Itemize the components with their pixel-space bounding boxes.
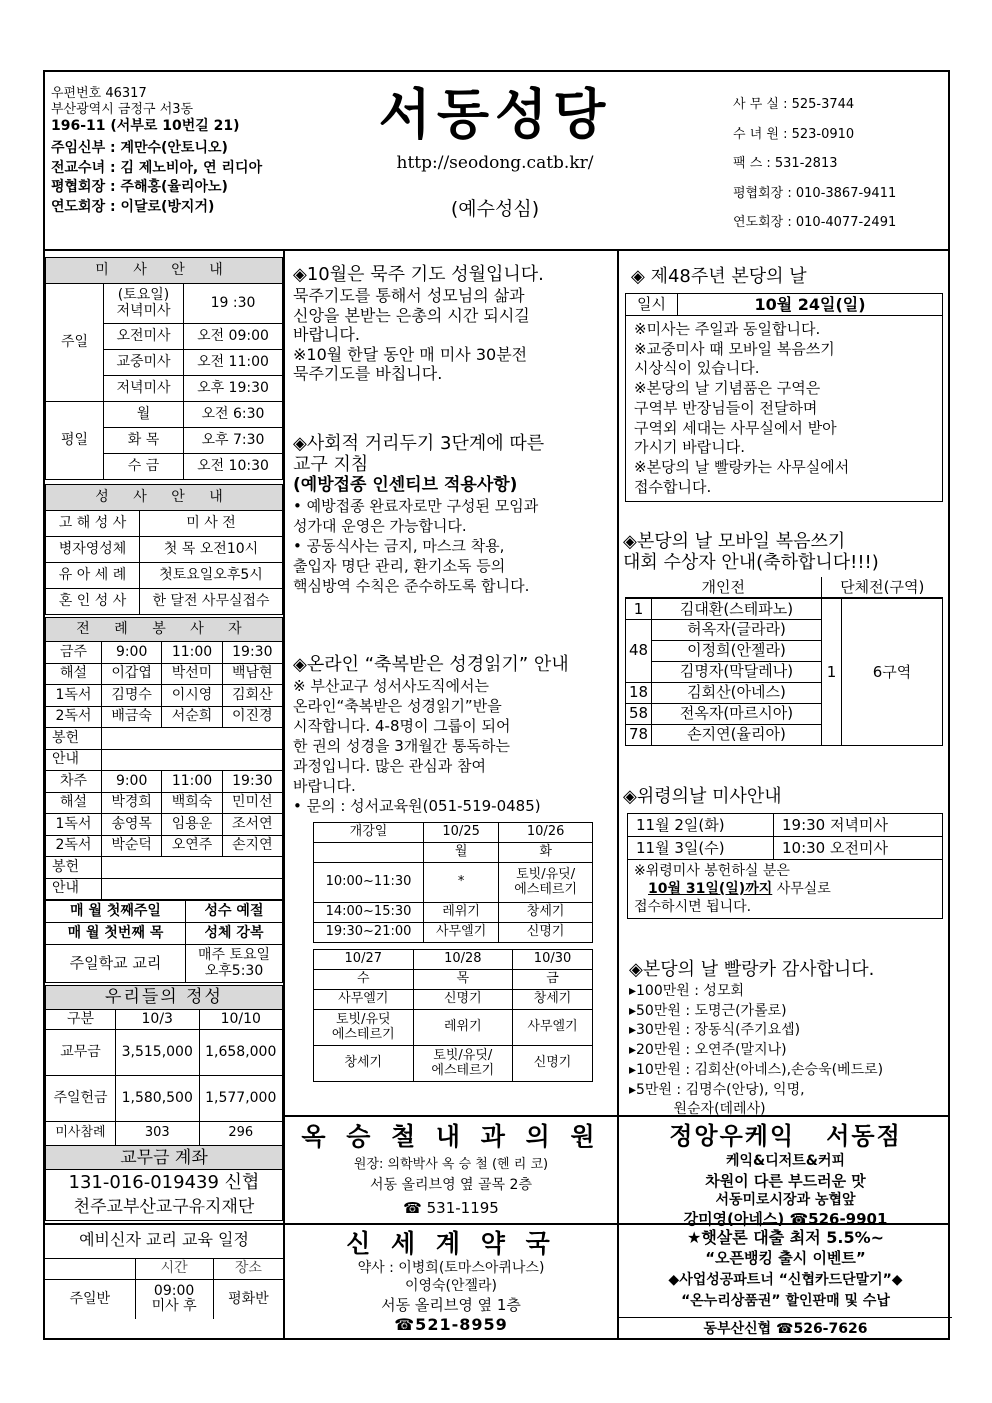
bible-line: 과정입니다. 많은 관심과 참여 (293, 757, 486, 775)
server-time: 9:00 (102, 642, 162, 664)
thanks-section (629, 958, 949, 1120)
distancing-line: 성가대 운영은 가능합니다. (293, 517, 467, 535)
server-name: 손지연 (222, 835, 282, 857)
mass-sunday-label: 주일 (46, 284, 104, 402)
thanks-line: ▸50만원 : 도명근(가롤로) (629, 1002, 787, 1019)
bible-book: 토빗/유딧 에스테르기 (314, 1010, 414, 1046)
catechumen-title: 예비신자 교리 교육 일정 (45, 1223, 283, 1259)
offering-value: 1,658,000 (199, 1030, 283, 1076)
server-name: 백희숙 (162, 792, 222, 814)
server-name: 오연주 (162, 835, 222, 857)
contest-individual-label: 개인전 (626, 577, 822, 598)
offering-value: 1,580,500 (116, 1076, 200, 1122)
pharmacy-phone: ☎521-8959 (394, 1315, 508, 1334)
header-center (345, 82, 645, 221)
bible-header: 10/28 (413, 950, 513, 970)
bible-book: 신명기 (413, 990, 513, 1010)
server-name: 박경희 (102, 792, 162, 814)
bible-book: 레위기 (413, 1010, 513, 1046)
mass-time: 오전 11:00 (184, 350, 283, 376)
anniversary-section (631, 266, 943, 288)
mass-weekday-label: 평일 (46, 402, 104, 480)
catechumen-empty (45, 1259, 135, 1279)
thanks-line: ▸100만원 : 성모회 (629, 983, 744, 999)
account-holder: 천주교부산교구유지재단 (73, 1197, 255, 1217)
cafe-ad (619, 1120, 952, 1229)
server-name: 임용운 (162, 814, 222, 836)
memorial-note: ※위령미사 봉헌하실 분은 (634, 863, 790, 879)
offering-name: 미사참례 (46, 1122, 116, 1146)
staff-line: 연도회장 : 이달로(방지거) (51, 198, 215, 215)
catechumen-class: 주일반 (45, 1279, 135, 1319)
memorial-mass: 19:30 저녁미사 (782, 816, 888, 834)
server-name: 송영목 (102, 814, 162, 836)
bank-line: ★햇살론 대출 최저 5.5%~ (686, 1228, 885, 1247)
server-name: 이갑엽 (102, 663, 162, 685)
account-title: 교무금 계좌 (46, 1146, 282, 1170)
server-time: 9:00 (102, 771, 162, 793)
mass-name: 오전미사 (104, 324, 184, 350)
anniversary-line: ※미사는 주일과 동일합니다. (634, 320, 821, 338)
server-name: 서순희 (162, 706, 222, 728)
contact-line: 연도회장 : 010-4077-2491 (733, 215, 897, 230)
mass-time: 오전 10:30 (184, 454, 283, 480)
memorial-mass: 10:30 오전미사 (782, 839, 888, 857)
mass-name: 월 (104, 402, 184, 428)
bible-book: 토빗/유딧/ 에스테르기 (413, 1046, 513, 1082)
week-label: 금주 (46, 642, 102, 664)
offering-value: 1,577,000 (199, 1076, 283, 1122)
contest-winner: 전옥자(마르시아) (652, 703, 822, 724)
server-time: 19:30 (222, 771, 282, 793)
distancing-title2: 교구 지침 (293, 454, 369, 475)
rosary-line: 묵주기도를 바칩니다. (293, 364, 443, 384)
memorial-title: ◈위령의날 미사안내 (623, 786, 782, 807)
sacrament-name: 고 해 성 사 (46, 511, 140, 537)
server-role: 1독서 (46, 685, 102, 707)
clinic-ad (285, 1120, 617, 1221)
bible-day: 화 (499, 843, 593, 863)
bible-book: 창세기 (314, 1046, 414, 1082)
anniversary-date-label: 일시 (626, 294, 678, 315)
sunday-school-time: 매주 토요일 오후5:30 (186, 945, 283, 983)
monthly-value: 성수 예절 (186, 901, 283, 923)
server-name: 배금숙 (102, 706, 162, 728)
feast-subtitle: (예수성심) (450, 198, 540, 220)
contest-section (623, 532, 943, 574)
anniversary-line: ※본당의 날 빨랑카는 사무실에서 (634, 457, 850, 476)
sunday-school-name: 주일학교 교리 (46, 945, 186, 983)
bible-section (293, 654, 615, 816)
memorial-note: 사무실로 (772, 881, 831, 897)
memorial-deadline: 10월 31일(일)까지 (648, 881, 773, 897)
bible-day: 목 (413, 970, 513, 990)
contact-line: 평협회장 : 010-3867-9411 (733, 185, 897, 201)
bible-time: 10:00~11:30 (314, 863, 424, 903)
monthly-value: 성체 강복 (186, 923, 283, 945)
server-name: 박선미 (162, 663, 222, 685)
mass-name: 화 목 (104, 428, 184, 454)
contest-winner: 김회산(아네스) (652, 682, 822, 703)
contest-group-name: 6구역 (842, 598, 943, 745)
memorial-section (623, 786, 943, 808)
monthly-name: 매 월 첫번째 목 (46, 923, 186, 945)
cafe-phone: 강미영(아네스) ☎526-9901 (683, 1210, 888, 1228)
bible-line: 바랍니다. (293, 777, 356, 795)
bible-header: 10/25 (424, 823, 499, 843)
column-divider-2 (617, 249, 619, 1117)
mass-table (45, 257, 283, 480)
server-role: 봉헌 (46, 857, 102, 879)
contest-group-rank: 1 (822, 598, 842, 745)
server-time: 11:00 (162, 771, 222, 793)
contact-line: 사 무 실 : 525-3744 (733, 97, 855, 112)
thanks-line: ▸20만원 : 오연주(말지나) (629, 1042, 787, 1059)
server-empty (102, 878, 283, 900)
bible-line: 시작합니다. 4-8명이 그룹이 되어 (293, 717, 511, 735)
pharmacy-line: 약사 : 이병희(토마스아퀴나스) (357, 1260, 545, 1276)
rosary-title: ◈10월은 묵주 기도 성월입니다. (293, 264, 544, 285)
week-label: 차주 (46, 771, 102, 793)
rosary-line: ※10월 한달 동안 매 미사 30분전 (293, 344, 528, 364)
clinic-line: 서동 올리브영 옆 골목 2층 (370, 1177, 532, 1193)
bible-line: ※ 부산교구 성서사도직에서는 (293, 677, 489, 695)
distancing-section (293, 433, 615, 596)
catechumen-time: 09:00 미사 후 (135, 1279, 213, 1319)
staff-line: 평협회장 : 주해홍(율리아노) (51, 179, 228, 195)
offering-name: 주일헌금 (46, 1076, 116, 1122)
catechumen-section (45, 1223, 283, 1319)
contest-rank: 1 (626, 598, 652, 619)
monthly-table (45, 900, 283, 983)
rosary-section (293, 264, 615, 384)
memorial-note: 접수하시면 됩니다. (634, 899, 752, 915)
header-divider (45, 249, 948, 251)
mass-time: 19 :30 (184, 284, 283, 324)
pharmacy-name: 신 세 계 약 국 (346, 1229, 556, 1258)
contest-title: ◈본당의 날 모바일 복음쓰기 (623, 531, 846, 552)
sacrament-name: 혼 인 성 사 (46, 589, 140, 615)
contest-group-label: 단체전(구역) (822, 577, 943, 598)
contact-line: 팩 스 : 531-2813 (733, 156, 838, 171)
bank-line: “온누리상품권” 할인판매 및 수납 (681, 1293, 890, 1309)
servers-table (45, 617, 283, 900)
rosary-line: 바랍니다. (293, 325, 360, 345)
sacrament-title: 성 사 안 내 (46, 485, 283, 511)
server-name: 조서연 (222, 814, 282, 836)
server-name: 이시영 (162, 685, 222, 707)
cafe-line: 케익&디저트&커피 (725, 1153, 846, 1169)
server-empty (102, 728, 283, 750)
staff-line: 전교수녀 : 김 제노비아, 연 리디아 (51, 159, 263, 176)
bible-book: 창세기 (513, 990, 593, 1010)
cafe-name: 정앙우케익 서동점 (669, 1122, 902, 1150)
bible-line: 한 권의 성경을 3개월간 통독하는 (293, 737, 510, 755)
offering-value: 303 (116, 1122, 200, 1146)
offering-value: 296 (199, 1122, 283, 1146)
bulletin-page (43, 70, 950, 1340)
bible-book: 창세기 (499, 903, 593, 923)
bible-schedule-table-1 (313, 822, 593, 943)
mass-title: 미 사 안 내 (46, 258, 283, 284)
contest-winner: 손지연(율리아) (652, 724, 822, 745)
contest-winner: 이정희(안젤라) (652, 640, 822, 661)
pharmacy-line: 이영숙(안젤라) (404, 1278, 498, 1294)
bible-empty (314, 843, 424, 863)
contest-winner: 허옥자(글라라) (652, 619, 822, 640)
server-name: 김회산 (222, 685, 282, 707)
sacrament-value: 첫 목 오전10시 (140, 537, 283, 563)
addr-line: 우편번호 46317 (51, 86, 147, 101)
sacrament-value: 미 사 전 (140, 511, 283, 537)
bank-contact: 동부산신협 ☎526-7626 (619, 1317, 952, 1340)
distancing-subtitle: (예방접종 인센티브 적용사항) (293, 475, 518, 495)
bible-day: 월 (424, 843, 499, 863)
catechumen-place: 평화반 (213, 1279, 283, 1319)
anniversary-title: ◈ 제48주년 본당의 날 (631, 266, 807, 287)
page-title: 서동성당 (378, 83, 612, 146)
contest-winner: 김대환(스테파노) (652, 598, 822, 619)
sacrament-value: 한 달전 사무실접수 (140, 589, 283, 615)
contact-line: 수 녀 원 : 523-0910 (733, 126, 855, 142)
server-role: 1독서 (46, 814, 102, 836)
rosary-line: 신앙을 본받는 은총의 시간 되시길 (293, 305, 530, 325)
servers-title: 전 례 봉 사 자 (46, 618, 283, 642)
offering-name: 교무금 (46, 1030, 116, 1076)
server-role: 봉헌 (46, 728, 102, 750)
server-empty (102, 857, 283, 879)
server-role: 안내 (46, 749, 102, 771)
contest-rank: 48 (626, 619, 652, 682)
distancing-line: 핵심방역 수칙은 준수하도록 합니다. (293, 577, 530, 595)
server-name: 이진경 (222, 706, 282, 728)
sacrament-value: 첫토요일오후5시 (140, 563, 283, 589)
bible-schedule-table-2 (313, 949, 593, 1082)
memorial-date: 11월 2일(화) (628, 814, 774, 836)
clinic-name: 옥 승 철 내 과 의 원 (301, 1122, 601, 1151)
left-column (45, 257, 283, 1221)
bible-book: 신명기 (499, 923, 593, 943)
bible-line: 온라인“축복받은 성경읽기”반을 (293, 697, 502, 715)
server-name: 김명수 (102, 685, 162, 707)
sacrament-table (45, 484, 283, 615)
memorial-date: 11월 3일(수) (628, 837, 774, 859)
server-role: 2독서 (46, 835, 102, 857)
bible-book: 레위기 (424, 903, 499, 923)
thanks-line: ▸30만원 : 장동식(주기요셉) (629, 1022, 801, 1039)
mass-name: 저녁미사 (104, 376, 184, 402)
thanks-title: ◈본당의 날 빨랑카 감사합니다. (629, 959, 875, 980)
server-empty (102, 749, 283, 771)
catechumen-table (45, 1259, 283, 1319)
anniversary-box (625, 293, 943, 502)
parish-url[interactable]: http://seodong.catb.kr/ (396, 153, 594, 173)
bible-inquiry: • 문의 : 성서교육원(051-519-0485) (293, 797, 541, 815)
anniversary-line: 시상식이 있습니다. (634, 359, 760, 378)
rosary-line: 묵주기도를 통해서 성모님의 삶과 (293, 286, 525, 305)
distancing-line: • 예방접종 완료자로만 구성된 모임과 (293, 497, 539, 515)
distancing-line: • 공동식사는 금지, 마스크 착용, (293, 537, 505, 555)
bible-header: 10/27 (314, 950, 414, 970)
mass-time: 오후 7:30 (184, 428, 283, 454)
offering-value: 3,515,000 (116, 1030, 200, 1076)
cafe-line: 차원이 다른 부드러운 맛 (705, 1172, 866, 1190)
clinic-line: 원장: 의학박사 옥 승 철 (헨 리 코) (353, 1157, 549, 1172)
anniversary-line: 접수합니다. (634, 477, 712, 496)
server-name: 민미선 (222, 792, 282, 814)
offering-title: 우리들의 정성 (46, 986, 283, 1010)
addr-line: 196-11 (서부로 10번길 21) (51, 118, 240, 134)
bible-title: ◈온라인 “축복받은 성경읽기” 안내 (293, 654, 569, 675)
monthly-name: 매 월 첫째주일 (46, 901, 186, 923)
staff-line: 주임신부 : 계만수(안토니오) (51, 140, 228, 156)
bible-time: 19:30~21:00 (314, 923, 424, 943)
account-box (45, 1146, 283, 1221)
contest-rank: 58 (626, 703, 652, 724)
bank-line: “오픈뱅킹 출시 이벤트” (705, 1249, 866, 1267)
contest-rank: 18 (626, 682, 652, 703)
sacrament-name: 병자영성체 (46, 537, 140, 563)
bank-ad (619, 1227, 952, 1312)
anniversary-line: ※본당의 날 기념품은 구역은 (634, 379, 821, 398)
sacrament-name: 유 아 세 례 (46, 563, 140, 589)
server-role: 안내 (46, 878, 102, 900)
thanks-line: ▸5만원 : 김명수(안당), 익명, (629, 1081, 805, 1098)
anniversary-date: 10월 24일(일) (754, 295, 866, 314)
mass-time: 오전 6:30 (184, 402, 283, 428)
mass-time: 오전 09:00 (184, 324, 283, 350)
server-time: 19:30 (222, 642, 282, 664)
server-time: 11:00 (162, 642, 222, 664)
bible-header: 개강일 (314, 823, 424, 843)
bible-book: 사무엘기 (314, 990, 414, 1010)
distancing-title: ◈사회적 거리두기 3단계에 따른 (293, 433, 545, 454)
account-number: 131-016-019439 신협 (68, 1172, 260, 1193)
contest-table (625, 577, 943, 746)
mass-name: 수 금 (104, 454, 184, 480)
addr-line: 부산광역시 금정구 서3동 (51, 102, 194, 117)
header-address (51, 86, 351, 217)
anniversary-line: 구역부 반장님들이 전달하며 (634, 398, 818, 417)
offering-header: 10/3 (116, 1010, 200, 1030)
offering-header: 구분 (46, 1010, 116, 1030)
pharmacy-ad (285, 1229, 617, 1335)
bible-day: 수 (314, 970, 414, 990)
contest-winner: 김명자(막달레나) (652, 661, 822, 682)
mass-name: 교중미사 (104, 350, 184, 376)
bible-header: 10/30 (513, 950, 593, 970)
anniversary-line: 가시기 바랍니다. (634, 438, 745, 457)
server-role: 해설 (46, 792, 102, 814)
bible-header: 10/26 (499, 823, 593, 843)
catechumen-header: 시간 (135, 1259, 213, 1279)
contest-rank: 78 (626, 724, 652, 745)
thanks-line: 원순자(데레사) (629, 1101, 766, 1118)
offering-header: 10/10 (199, 1010, 283, 1030)
contest-subtitle: 대회 수상자 안내(축하합니다!!!) (623, 552, 879, 573)
pharmacy-line: 서동 올리브영 옆 1층 (381, 1296, 521, 1314)
clinic-phone: ☎ 531-1195 (403, 1199, 499, 1217)
bible-book: 사무엘기 (424, 923, 499, 943)
bank-line: ◆사업성공파트너 “신협카드단말기”◆ (668, 1272, 903, 1288)
distancing-line: 출입자 명단 관리, 환기소독 등의 (293, 557, 506, 575)
bible-day: 금 (513, 970, 593, 990)
cafe-line: 서동미로시장과 농협앞 (715, 1192, 856, 1208)
anniversary-line: ※교중미사 때 모바일 복음쓰기 (634, 339, 835, 358)
memorial-box (627, 813, 943, 919)
catechumen-header: 장소 (213, 1259, 283, 1279)
bible-book: 사무엘기 (513, 1010, 593, 1046)
server-role: 해설 (46, 663, 102, 685)
server-name: 박순덕 (102, 835, 162, 857)
thanks-line: ▸10만원 : 김회산(아네스),손승욱(베드로) (629, 1061, 884, 1078)
bible-book: * (424, 863, 499, 903)
ads-divider-top (283, 1115, 948, 1117)
server-role: 2독서 (46, 706, 102, 728)
mass-name: (토요일) 저녁미사 (104, 284, 184, 324)
server-name: 백남현 (222, 663, 282, 685)
header-contacts (733, 90, 943, 238)
bible-time: 14:00~15:30 (314, 903, 424, 923)
bible-book: 신명기 (513, 1046, 593, 1082)
bible-book: 토빗/유딧/ 에스테르기 (499, 863, 593, 903)
mass-time: 오후 19:30 (184, 376, 283, 402)
offering-table (45, 985, 283, 1146)
anniversary-line: 구역외 세대는 사무실에서 받아 (634, 418, 837, 437)
